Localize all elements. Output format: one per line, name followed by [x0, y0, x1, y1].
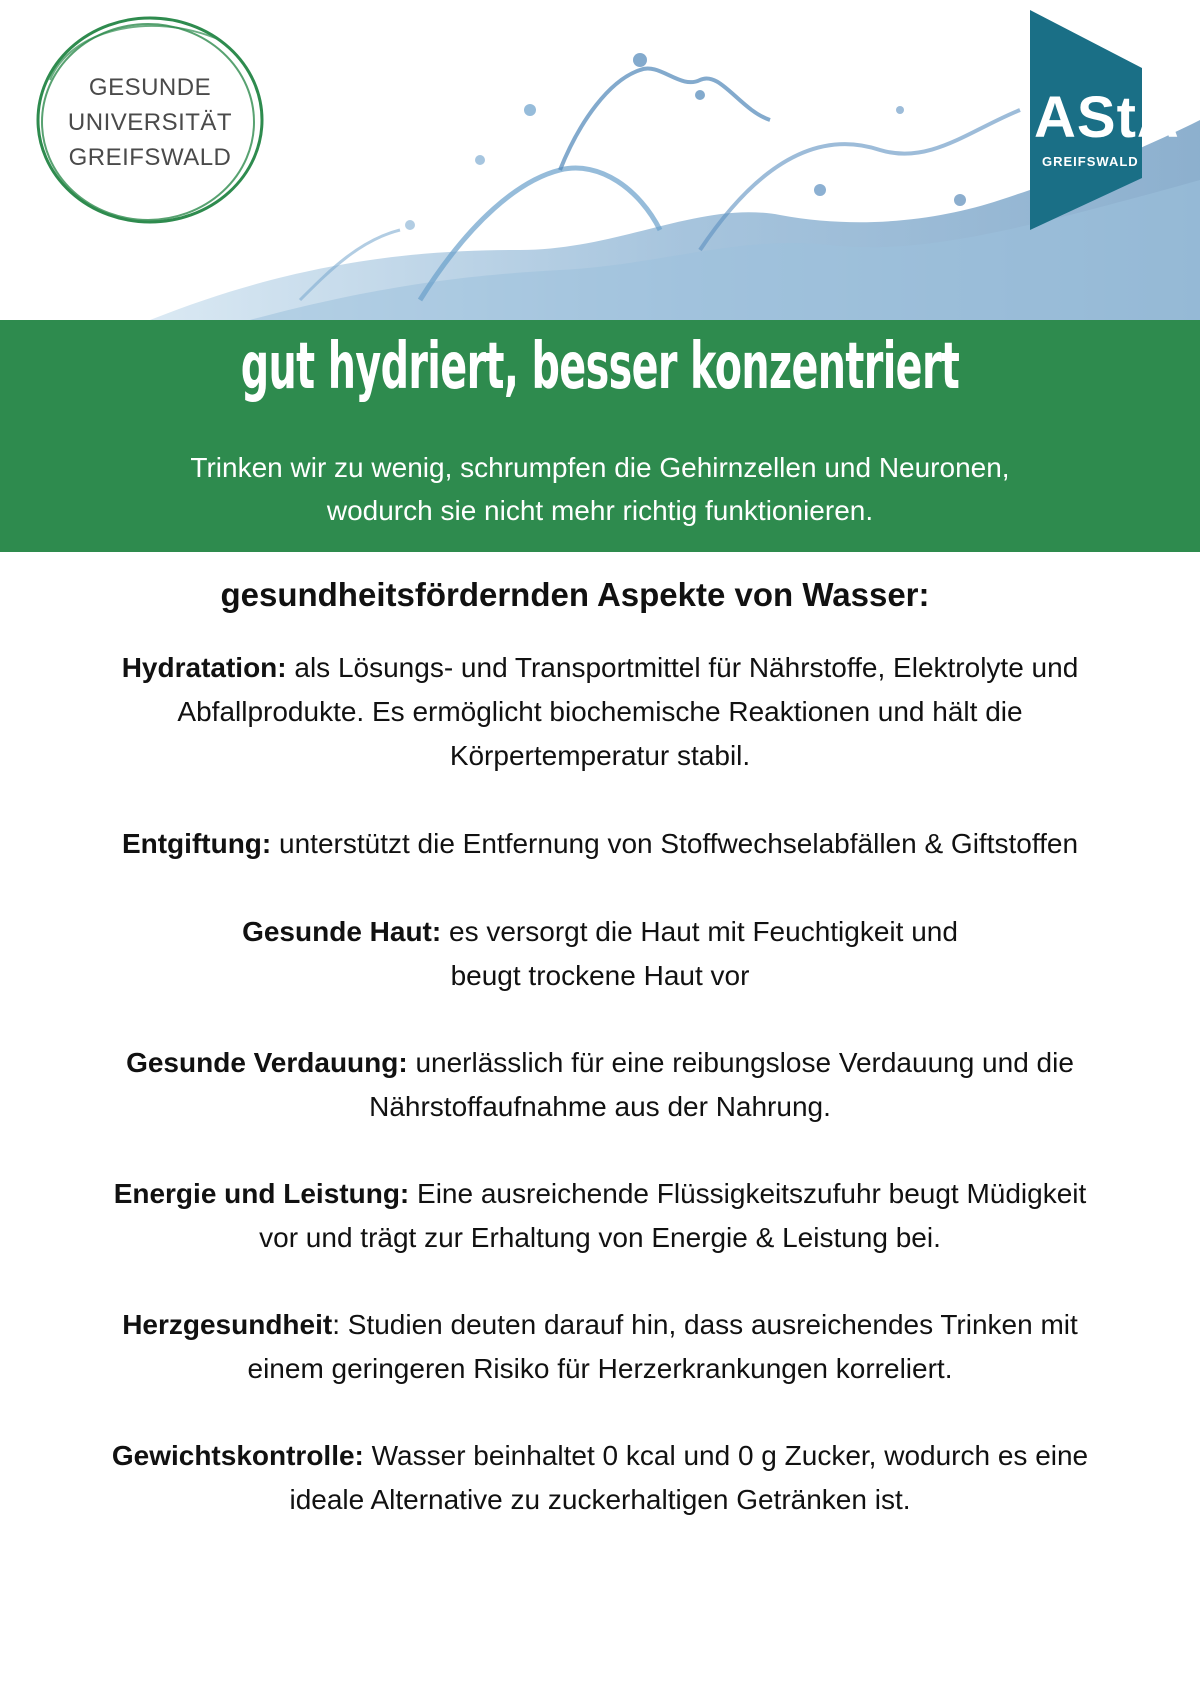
aspect-separator: : — [332, 1309, 340, 1340]
aspect-entgiftung — [30, 822, 1170, 866]
banner-subtitle-line-1: Trinken wir zu wenig, schrumpfen die Gehirnzellen und Neuronen, — [190, 452, 1010, 483]
aspect-gewichtskontrolle — [30, 1434, 1170, 1522]
aspect-text: als Lösungs- und Transportmittel für Nährstoffe, Elektrolyte und — [294, 652, 1079, 683]
aspect-text: Studien deuten darauf hin, dass ausreichendes Trinken mit — [347, 1309, 1078, 1340]
banner-subtitle — [80, 446, 1120, 532]
aspect-text: Eine ausreichende Flüssigkeitszufuhr beugt Müdigkeit — [417, 1178, 1087, 1209]
aspect-text: Nährstoffaufnahme aus der Nahrung. — [369, 1091, 831, 1122]
aspect-text: ideale Alternative zu zuckerhaltigen Getränken ist. — [289, 1484, 911, 1515]
aspect-text: Abfallprodukte. Es ermöglicht biochemische Reaktionen und hält die — [177, 696, 1023, 727]
aspect-text: einem geringeren Risiko für Herzerkrankungen korreliert. — [247, 1353, 953, 1384]
asta-logo-subtitle: GREIFSWALD — [1042, 154, 1139, 169]
aspect-hydratation — [30, 646, 1170, 778]
page-title: gut hydriert, besser konzentriert — [240, 330, 960, 404]
logo-line-1: GESUNDE — [88, 74, 212, 101]
aspect-term: Gewichtskontrolle: — [111, 1440, 364, 1471]
logo-line-2: UNIVERSITÄT — [67, 109, 233, 136]
section-heading: gesundheitsfördernden Aspekte von Wasser: — [220, 576, 930, 613]
aspect-text: beugt trockene Haut vor — [450, 960, 750, 991]
aspect-text: unerlässlich für eine reibungslose Verdauung und die — [415, 1047, 1074, 1078]
aspect-herzgesundheit — [30, 1303, 1170, 1391]
banner-subtitle-line-2: wodurch sie nicht mehr richtig funktionieren. — [326, 495, 874, 526]
aspect-term: Hydratation: — [121, 652, 287, 683]
aspect-text: vor und trägt zur Erhaltung von Energie & Leistung bei. — [259, 1222, 941, 1253]
aspect-gesunde-verdauung — [30, 1041, 1170, 1129]
aspect-energie-leistung — [30, 1172, 1170, 1260]
aspect-term: Gesunde Haut: — [242, 916, 442, 947]
aspect-text: Wasser beinhaltet 0 kcal und 0 g Zucker, wodurch es eine — [371, 1440, 1089, 1471]
aspect-text: es versorgt die Haut mit Feuchtigkeit und — [449, 916, 958, 947]
aspect-term: Gesunde Verdauung: — [126, 1047, 408, 1078]
asta-logo-text: AStA — [1034, 85, 1180, 150]
aspect-term: Entgiftung: — [121, 828, 272, 859]
aspect-term: Energie und Leistung: — [113, 1178, 410, 1209]
aspect-term: Herzgesundheit — [122, 1309, 333, 1340]
gesunde-universitaet-logo — [30, 10, 270, 230]
aspect-text: Körpertemperatur stabil. — [449, 740, 751, 771]
aspect-text: unterstützt die Entfernung von Stoffwechselabfällen & Giftstoffen — [279, 828, 1079, 859]
logo-line-3: GREIFSWALD — [68, 144, 232, 171]
asta-logo — [1030, 10, 1200, 230]
aspect-gesunde-haut — [30, 910, 1170, 998]
